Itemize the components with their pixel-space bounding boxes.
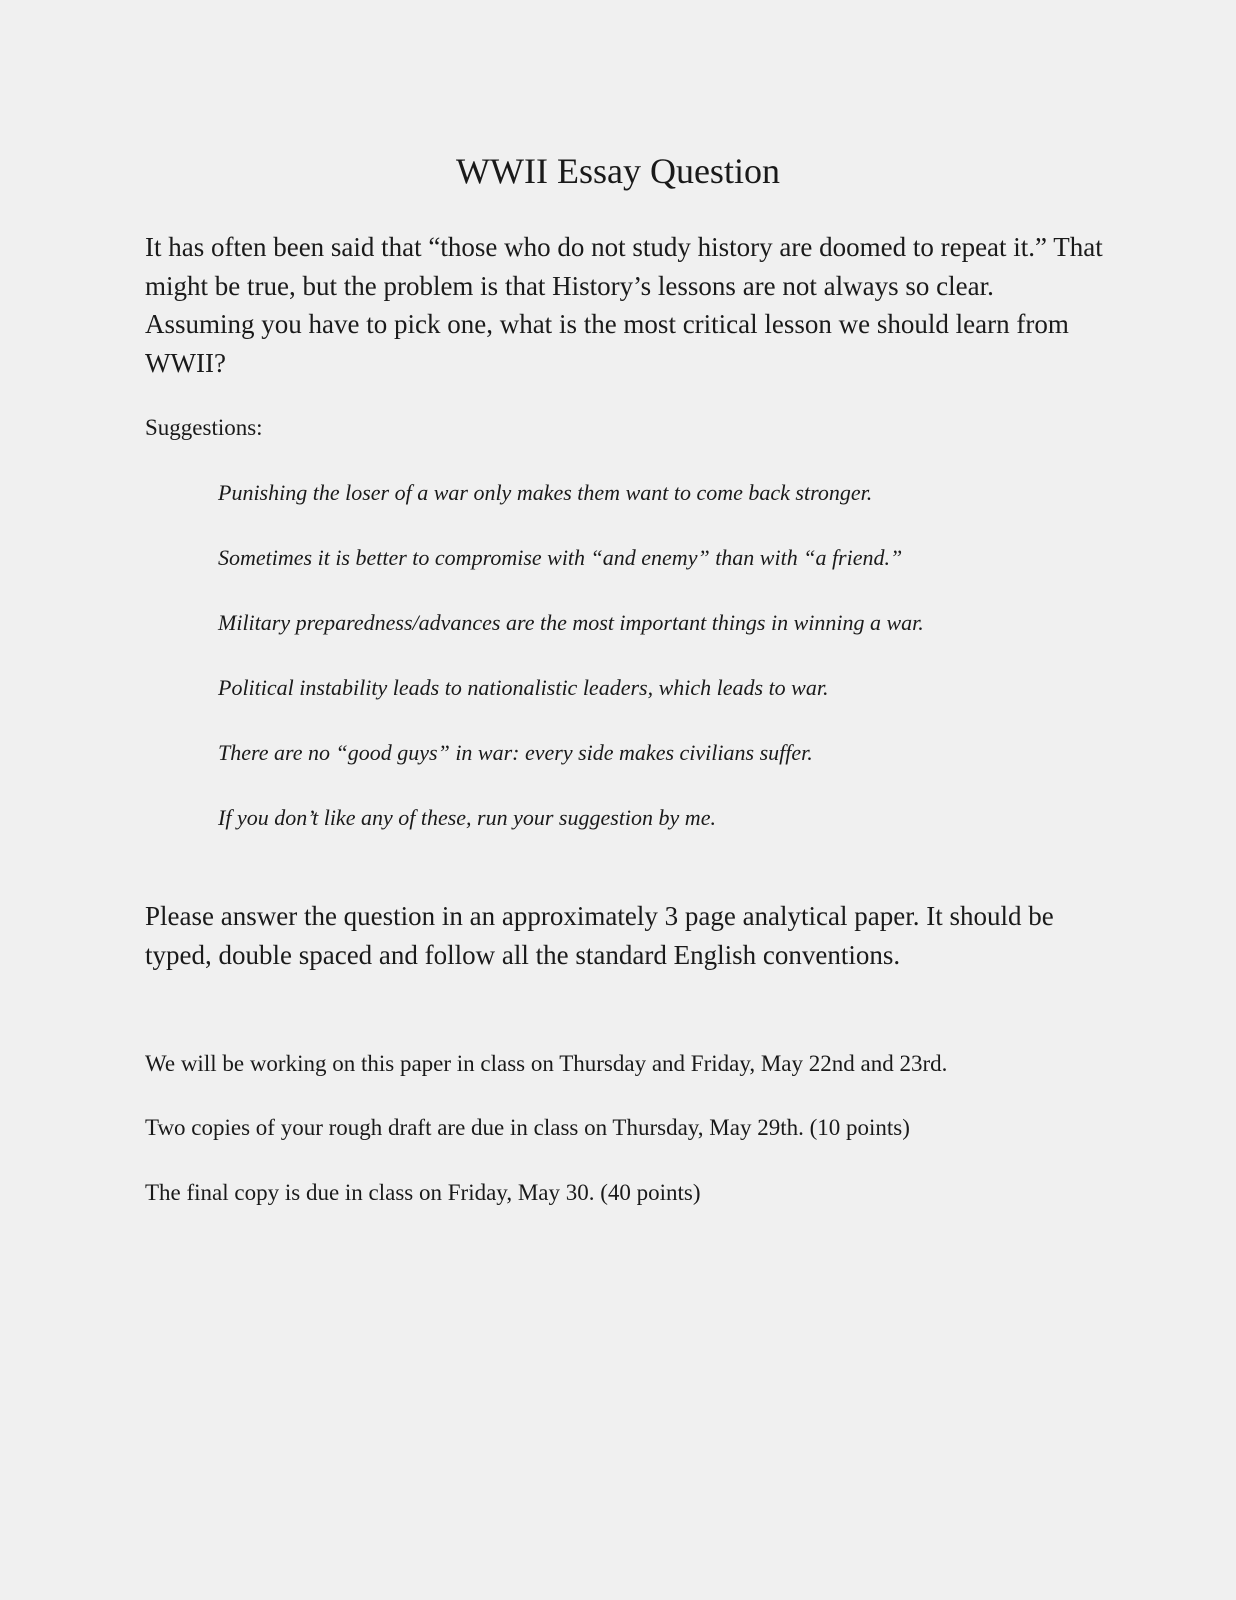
essay-question-paragraph: It has often been said that “those who do not study history are doomed to repeat it.” That might be true, but the problem is that History’s lessons are not always so clear. Assuming you have to pick one, what is the most critical lesson we should learn from WWII? [145, 232, 1103, 378]
suggestion-item: Military preparedness/advances are the most important things in winning a war. [218, 610, 924, 635]
suggestion-item: Political instability leads to nationalistic leaders, which leads to war. [218, 675, 829, 700]
suggestion-item: There are no “good guys” in war: every side makes civilians suffer. [218, 740, 813, 765]
suggestion-item: If you don’t like any of these, run your suggestion by me. [218, 805, 716, 830]
instructions-paragraph: Please answer the question in an approximately 3 page analytical paper. It should be typed, double spaced and follow all the standard English conventions. [145, 901, 1054, 970]
suggestions-label: Suggestions: [145, 415, 263, 440]
suggestion-list [218, 478, 1118, 868]
suggestion-item: Punishing the loser of a war only makes them want to come back stronger. [218, 480, 873, 505]
schedule-line-final-copy: The final copy is due in class on Friday, May 30. (40 points) [145, 1180, 701, 1205]
suggestion-item: Sometimes it is better to compromise with “and enemy” than with “a friend.” [218, 545, 903, 570]
schedule-line-work-days: We will be working on this paper in class on Thursday and Friday, May 22nd and 23rd. [145, 1051, 948, 1076]
page-title: WWII Essay Question [456, 151, 780, 191]
schedule-line-rough-draft: Two copies of your rough draft are due in class on Thursday, May 29th. (10 points) [145, 1115, 910, 1140]
